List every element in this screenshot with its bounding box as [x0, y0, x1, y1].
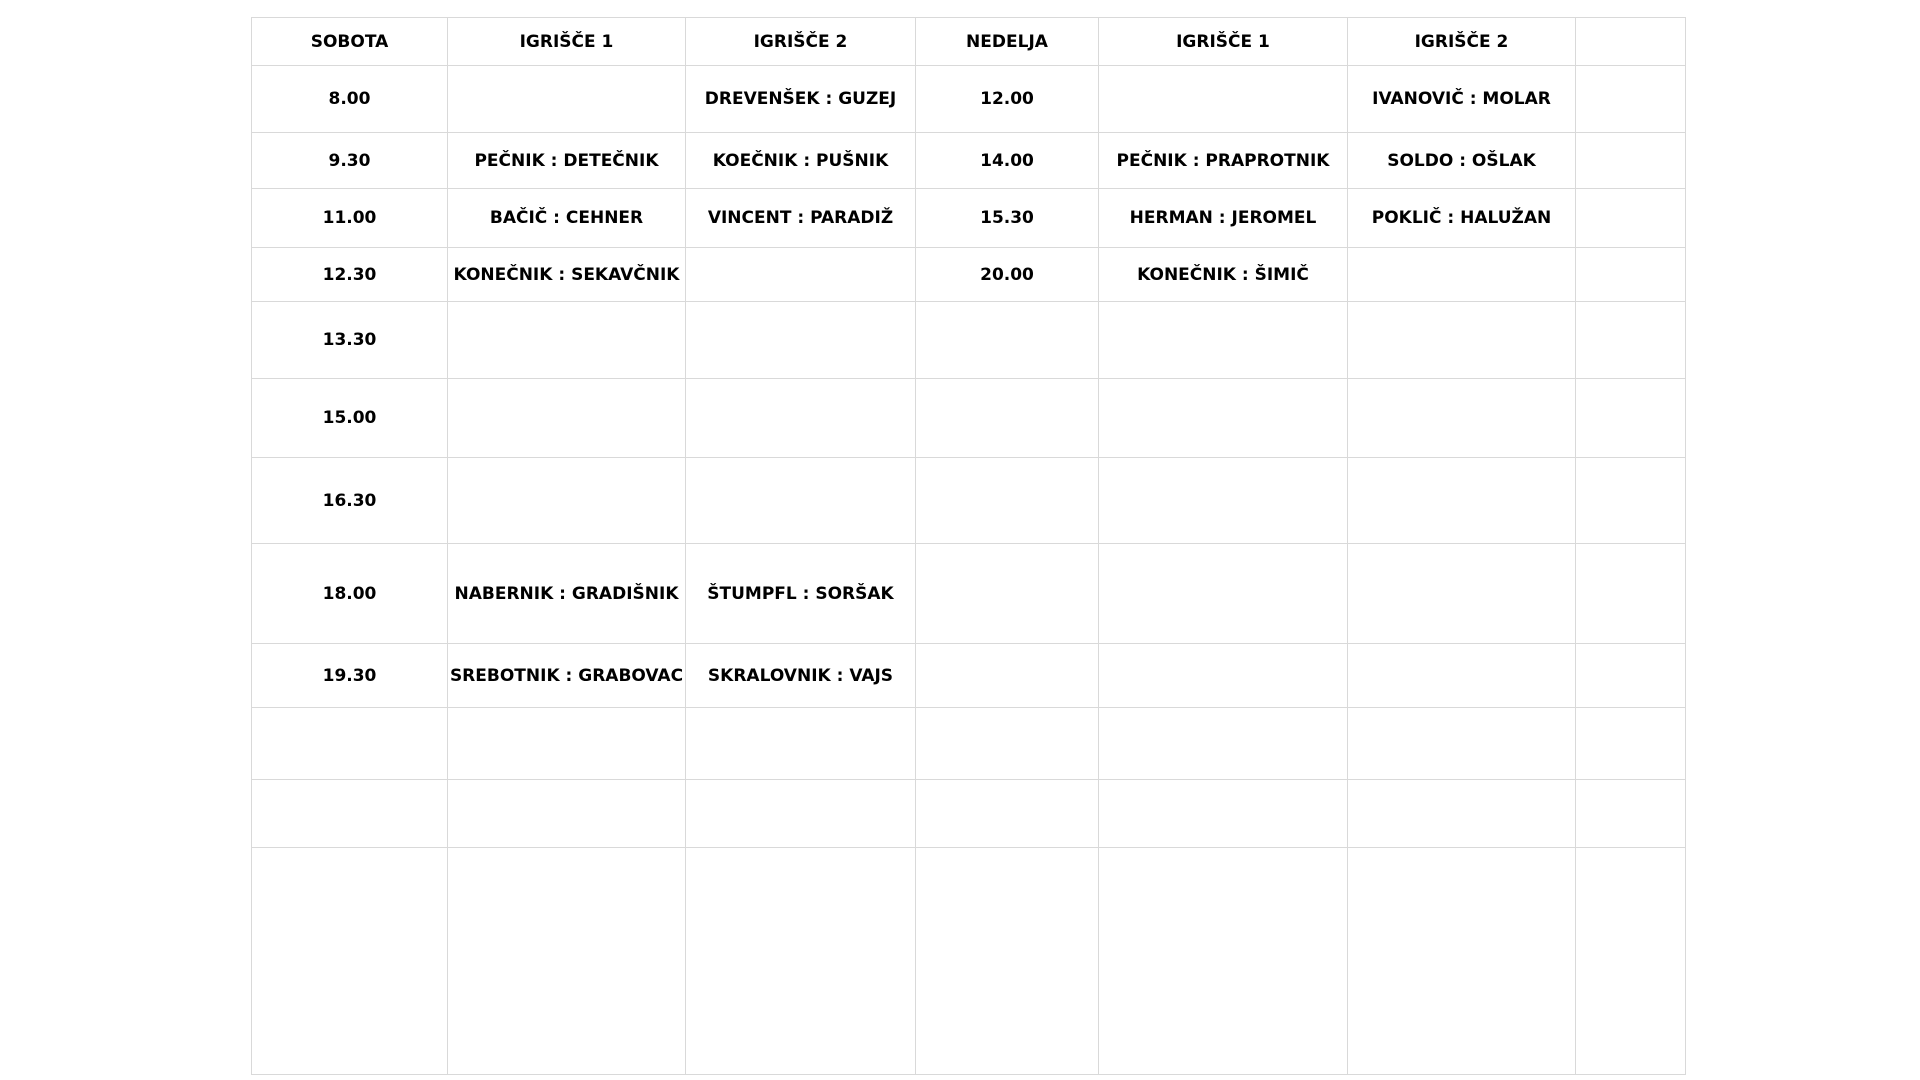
cell-extra — [1576, 708, 1686, 780]
cell-sunday-time — [916, 458, 1099, 544]
table-row — [252, 248, 1686, 302]
table-row — [252, 189, 1686, 248]
header-cell-saturday-court-2: IGRIŠČE 2 — [686, 18, 916, 66]
cell-extra — [1576, 379, 1686, 458]
table-row — [252, 708, 1686, 780]
cell-sunday-court-1: HERMAN : JEROMEL — [1099, 189, 1348, 248]
cell-extra — [1576, 544, 1686, 644]
cell-saturday-time — [252, 708, 448, 780]
header-cell-sunday-court-2: IGRIŠČE 2 — [1348, 18, 1576, 66]
cell-sunday-court-1 — [1099, 544, 1348, 644]
cell-extra — [1576, 133, 1686, 189]
cell-sunday-court-1 — [1099, 458, 1348, 544]
cell-saturday-court-2: DREVENŠEK : GUZEJ — [686, 66, 916, 133]
cell-sunday-court-1 — [1099, 644, 1348, 708]
cell-sunday-time: 15.30 — [916, 189, 1099, 248]
cell-saturday-court-2 — [686, 248, 916, 302]
cell-saturday-court-2 — [686, 848, 916, 1075]
cell-extra — [1576, 848, 1686, 1075]
header-cell-sunday-court-1: IGRIŠČE 1 — [1099, 18, 1348, 66]
cell-saturday-time: 12.30 — [252, 248, 448, 302]
cell-sunday-court-1: PEČNIK : PRAPROTNIK — [1099, 133, 1348, 189]
cell-saturday-court-1: PEČNIK : DETEČNIK — [448, 133, 686, 189]
cell-saturday-court-1 — [448, 458, 686, 544]
cell-saturday-court-2 — [686, 379, 916, 458]
cell-saturday-court-1 — [448, 708, 686, 780]
cell-saturday-time: 18.00 — [252, 544, 448, 644]
cell-sunday-time — [916, 644, 1099, 708]
table-row — [252, 133, 1686, 189]
cell-sunday-time — [916, 708, 1099, 780]
cell-saturday-time — [252, 848, 448, 1075]
cell-sunday-court-2: IVANOVIČ : MOLAR — [1348, 66, 1576, 133]
cell-sunday-time — [916, 302, 1099, 379]
schedule-body — [252, 18, 1686, 1075]
cell-sunday-time — [916, 379, 1099, 458]
cell-sunday-court-1 — [1099, 66, 1348, 133]
cell-sunday-time — [916, 848, 1099, 1075]
cell-extra — [1576, 248, 1686, 302]
cell-sunday-court-2 — [1348, 780, 1576, 848]
cell-extra — [1576, 780, 1686, 848]
header-cell-saturday-time: SOBOTA — [252, 18, 448, 66]
header-row — [252, 18, 1686, 66]
table-row — [252, 644, 1686, 708]
cell-saturday-time: 19.30 — [252, 644, 448, 708]
cell-sunday-court-2 — [1348, 379, 1576, 458]
cell-saturday-court-1 — [448, 302, 686, 379]
cell-extra — [1576, 302, 1686, 379]
cell-saturday-court-2 — [686, 780, 916, 848]
cell-saturday-time: 8.00 — [252, 66, 448, 133]
cell-saturday-court-2 — [686, 458, 916, 544]
table-row — [252, 458, 1686, 544]
cell-sunday-court-2 — [1348, 248, 1576, 302]
cell-saturday-court-1 — [448, 379, 686, 458]
table-row — [252, 544, 1686, 644]
cell-sunday-court-2 — [1348, 708, 1576, 780]
header-cell-sunday-time: NEDELJA — [916, 18, 1099, 66]
header-cell-saturday-court-1: IGRIŠČE 1 — [448, 18, 686, 66]
cell-saturday-court-2: VINCENT : PARADIŽ — [686, 189, 916, 248]
cell-saturday-time — [252, 780, 448, 848]
table-row — [252, 848, 1686, 1075]
cell-sunday-court-2 — [1348, 458, 1576, 544]
cell-saturday-time: 13.30 — [252, 302, 448, 379]
cell-saturday-court-1: BAČIČ : CEHNER — [448, 189, 686, 248]
cell-sunday-court-2 — [1348, 848, 1576, 1075]
cell-saturday-court-2: KOEČNIK : PUŠNIK — [686, 133, 916, 189]
schedule-table — [251, 17, 1686, 1075]
cell-saturday-court-1 — [448, 780, 686, 848]
table-row — [252, 302, 1686, 379]
cell-sunday-court-2 — [1348, 644, 1576, 708]
cell-saturday-time: 16.30 — [252, 458, 448, 544]
cell-sunday-court-2: SOLDO : OŠLAK — [1348, 133, 1576, 189]
header-cell-extra — [1576, 18, 1686, 66]
table-row — [252, 780, 1686, 848]
cell-sunday-time — [916, 544, 1099, 644]
table-row — [252, 66, 1686, 133]
cell-extra — [1576, 189, 1686, 248]
cell-saturday-time: 9.30 — [252, 133, 448, 189]
cell-sunday-court-1: KONEČNIK : ŠIMIČ — [1099, 248, 1348, 302]
table-row — [252, 379, 1686, 458]
cell-saturday-court-2: ŠTUMPFL : SORŠAK — [686, 544, 916, 644]
cell-saturday-court-1 — [448, 66, 686, 133]
cell-saturday-court-2 — [686, 708, 916, 780]
cell-saturday-time: 11.00 — [252, 189, 448, 248]
cell-saturday-court-1: NABERNIK : GRADIŠNIK — [448, 544, 686, 644]
cell-sunday-court-1 — [1099, 302, 1348, 379]
cell-saturday-time: 15.00 — [252, 379, 448, 458]
cell-sunday-court-1 — [1099, 379, 1348, 458]
cell-sunday-time: 20.00 — [916, 248, 1099, 302]
cell-sunday-court-2: POKLIČ : HALUŽAN — [1348, 189, 1576, 248]
cell-sunday-court-1 — [1099, 780, 1348, 848]
cell-sunday-time: 12.00 — [916, 66, 1099, 133]
cell-saturday-court-1 — [448, 848, 686, 1075]
cell-saturday-court-1: SREBOTNIK : GRABOVAC — [448, 644, 686, 708]
cell-extra — [1576, 458, 1686, 544]
cell-sunday-time: 14.00 — [916, 133, 1099, 189]
cell-saturday-court-1: KONEČNIK : SEKAVČNIK — [448, 248, 686, 302]
cell-sunday-time — [916, 780, 1099, 848]
cell-sunday-court-2 — [1348, 544, 1576, 644]
cell-extra — [1576, 66, 1686, 133]
cell-sunday-court-1 — [1099, 708, 1348, 780]
cell-sunday-court-1 — [1099, 848, 1348, 1075]
cell-extra — [1576, 644, 1686, 708]
cell-sunday-court-2 — [1348, 302, 1576, 379]
cell-saturday-court-2: SKRALOVNIK : VAJS — [686, 644, 916, 708]
cell-saturday-court-2 — [686, 302, 916, 379]
